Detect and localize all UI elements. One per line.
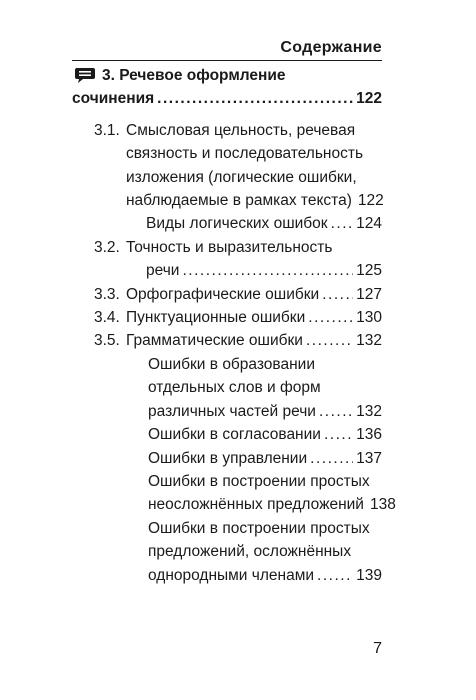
chapter-title-line2: сочинения xyxy=(72,90,155,108)
section-page: 132 xyxy=(356,332,382,350)
section-page: 122 xyxy=(357,192,384,210)
subentry-title-line: различных частей речи xyxy=(148,402,316,420)
toc-subentry[interactable] xyxy=(72,447,382,470)
chapter-page: 122 xyxy=(356,90,382,108)
subentry-title-line: Ошибки в образовании xyxy=(148,355,315,373)
section-number: 3.1. xyxy=(94,121,120,139)
section-title-line: наблюдаемые в рамках текста) xyxy=(126,192,352,210)
dot-leader xyxy=(317,564,353,587)
section-title-line: изложения (логические ошибки, xyxy=(126,168,357,186)
running-header xyxy=(72,36,382,61)
dot-leader xyxy=(306,329,353,352)
dot-leader xyxy=(324,423,353,446)
subentry-title-line: Ошибки в построении простых xyxy=(148,472,370,490)
subentry-title-line: предложений, осложнённых xyxy=(148,543,352,561)
dot-leader xyxy=(308,306,353,329)
section-page: 125 xyxy=(356,262,382,280)
header-title: Содержание xyxy=(280,39,382,56)
toc-chapter-3[interactable] xyxy=(72,64,382,111)
dot-leader xyxy=(182,259,353,282)
toc-section-3-5[interactable] xyxy=(72,329,382,352)
section-title: Грамматические ошибки xyxy=(126,332,303,350)
subentry-title-line: Ошибки в построении простых xyxy=(148,519,370,537)
subentry-page: 139 xyxy=(356,566,382,584)
dot-leader xyxy=(331,212,354,235)
section-title: Орфографические ошибки xyxy=(126,285,320,303)
toc-subentry[interactable] xyxy=(72,470,396,517)
section-number: 3.4. xyxy=(94,309,120,327)
table-of-contents xyxy=(72,64,396,587)
subentry-title-line: Ошибки в управлении xyxy=(148,449,308,467)
dot-leader xyxy=(157,87,353,110)
section-page: 127 xyxy=(356,285,382,303)
section-title-line: речи xyxy=(146,262,180,280)
subentry-page: 132 xyxy=(356,402,382,420)
section-title: Пунктуационные ошибки xyxy=(126,309,306,327)
toc-section-3-1[interactable] xyxy=(72,119,382,236)
subentry-page: 124 xyxy=(356,215,382,233)
section-title-line: Смысловая цельность, речевая xyxy=(126,121,356,139)
subentry-title-line: Ошибки в согласовании xyxy=(148,426,321,444)
toc-section-3-3[interactable] xyxy=(72,283,382,306)
toc-section-3-2[interactable] xyxy=(72,236,382,283)
toc-subentry[interactable] xyxy=(72,423,382,446)
chapter-title-line1: 3. Речевое оформление xyxy=(102,67,286,84)
section-number: 3.3. xyxy=(94,285,120,303)
page-number: 7 xyxy=(373,640,382,657)
subentry-title: Виды логических ошибок xyxy=(146,215,328,233)
toc-section-3-4[interactable] xyxy=(72,306,382,329)
subentry-title-line: отдельных слов и форм xyxy=(148,379,321,397)
subentry-title-line: однородными членами xyxy=(148,566,315,584)
section-number: 3.5. xyxy=(94,332,120,350)
subentry-page: 138 xyxy=(369,496,396,514)
dot-leader xyxy=(319,400,353,423)
subentry-title-line: неосложнённых предложений xyxy=(148,496,364,514)
dot-leader xyxy=(322,283,353,306)
toc-subentry[interactable] xyxy=(72,517,382,587)
subentry-page: 136 xyxy=(356,426,382,444)
dot-leader xyxy=(310,447,353,470)
speech-bubble-icon xyxy=(74,67,96,84)
toc-subentry[interactable] xyxy=(126,212,382,235)
section-page: 130 xyxy=(356,309,382,327)
section-title-line: связность и последовательность xyxy=(126,145,364,163)
toc-subentry[interactable] xyxy=(72,353,382,423)
section-title-line: Точность и выразительность xyxy=(126,238,333,256)
subentry-page: 137 xyxy=(356,449,382,467)
section-number: 3.2. xyxy=(94,238,120,256)
